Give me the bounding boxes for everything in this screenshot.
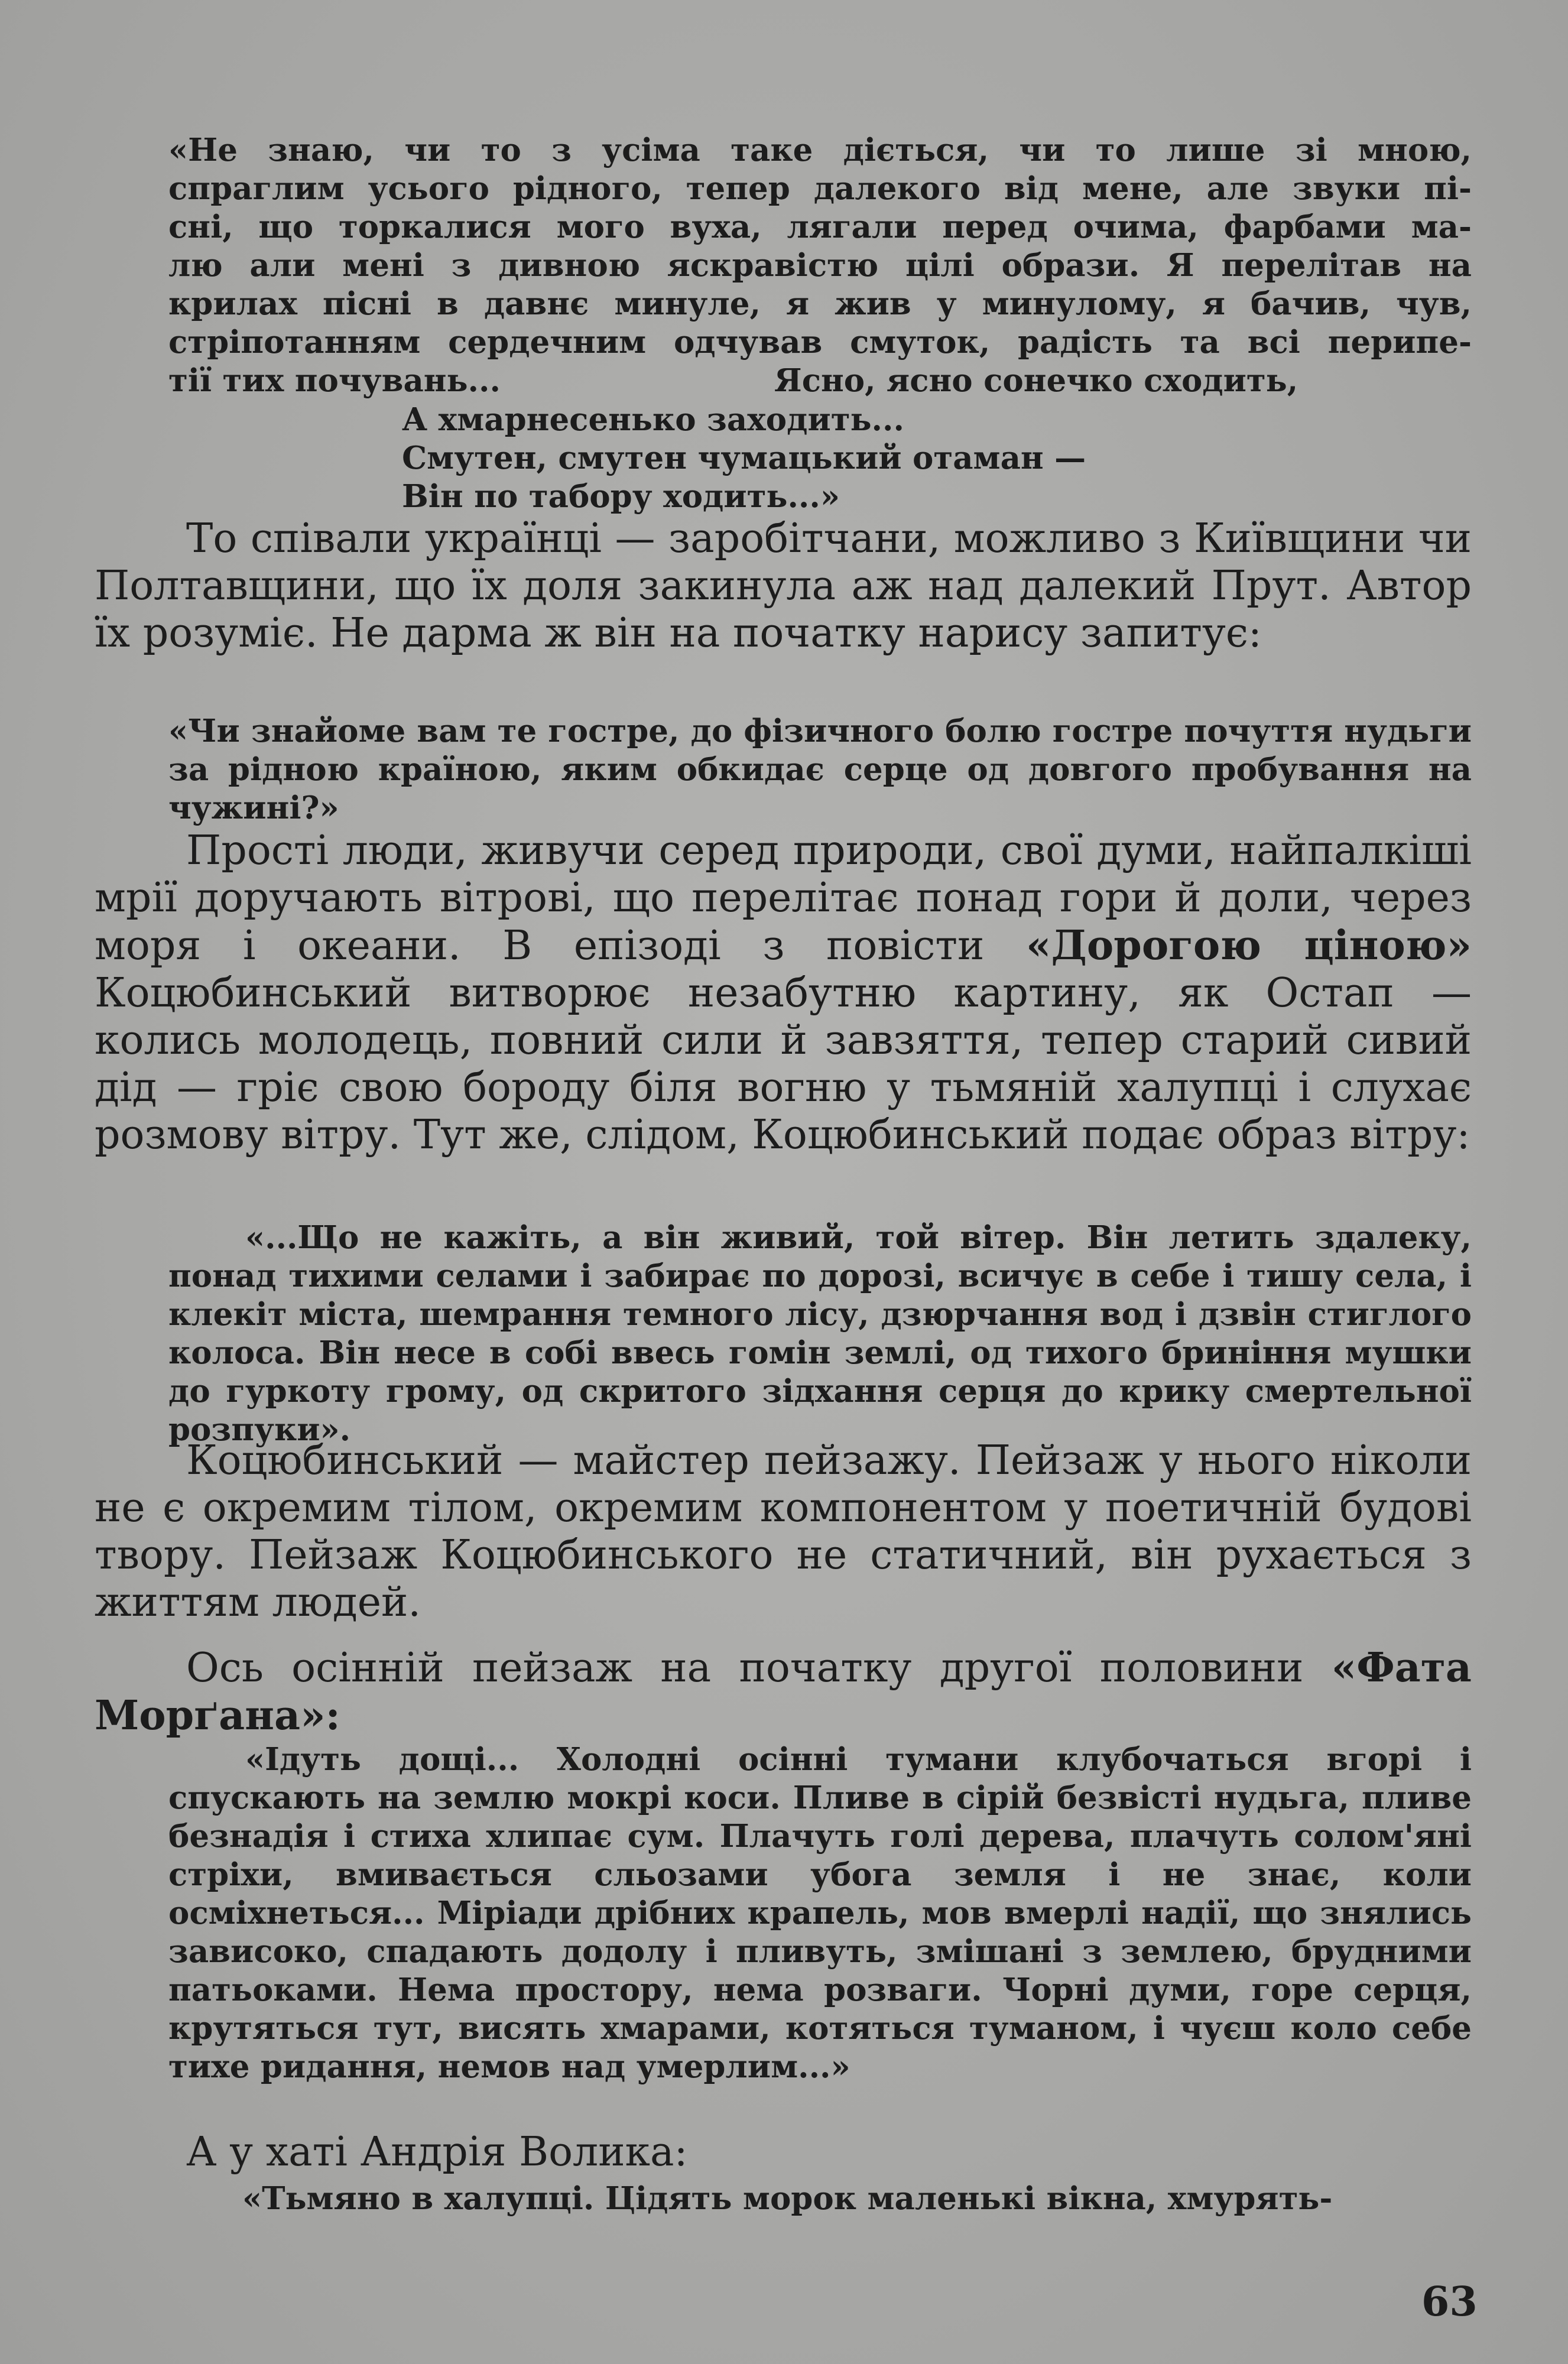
verse-line: Він по табору ходить...»	[402, 478, 840, 515]
paragraph-3: Коцюбинський — майстер пейзажу. Пейзаж у нього ніколи не є окремим тілом, окремим компонентом у поетичній будові твору. Пейзаж Коцюбинського не статичний, він рухається з життям людей.	[95, 1437, 1472, 1626]
verse-line: А хмарнесенько заходить...	[402, 401, 904, 438]
paragraph-text: Ось осінній пейзаж на початку другої половини	[186, 1645, 1332, 1691]
quote-line: тії тих почувань...	[168, 362, 501, 399]
paragraph-2	[95, 827, 1472, 1159]
quote-hut: «Тьмяно в халупці. Цідять морок маленькі вікна, хмурять-	[242, 2180, 1333, 2217]
song-verse	[402, 401, 1229, 516]
quote-autumn: «Ідуть дощі... Холодні осінні тумани клубочаться вгорі і спускають на землю мокрі коси. Пливе в сірій безвісті нудьга, пливе безнадія і стиха хлипає сум. Плачуть голі дерева, плачуть солом'яні стріхи, вмивається сльозами убога земля і не знає, коли осміхнеться... Міріади дрібних крапель, мов вмерлі надії, що знялись зависоко, спадають додолу і пливуть, змішані з землею, брудними патьоками. Нема простору, нема розваги. Чорні думи, горе серця, крутяться тут, висять хмарами, котяться туманом, і чуєш коло себе тихе ридання, немов над умерлим...»	[168, 1741, 1472, 2085]
page-number: 63	[1421, 2278, 1478, 2326]
quote-line-with-verse	[168, 362, 1472, 400]
quote-line: спраглим усього рідного, тепер далекого від мене, але звуки пі-	[168, 170, 1472, 207]
verse-line: Смутен, смутен чумацький отаман —	[402, 440, 1086, 476]
quote-line: «Не знаю, чи то з усіма таке діється, чи то лише зі мною,	[168, 132, 1472, 168]
paragraph-1: То співали українці — заробітчани, можливо з Київщини чи Полтавщини, що їх доля закинула аж над далекий Прут. Автор їх розуміє. Не дарма ж він на початку нарису запитує:	[95, 515, 1472, 657]
paragraph-text: Коцюбинський витворює незабутню картину, як Остап — колись молодець, повний сили й завзяття, тепер старий сивий дід — гріє свою бороду біля вогню у тьмяній халупці і слухає розмову вітру. Тут же, слідом, Коцюбинський подає образ вітру:	[95, 970, 1472, 1158]
quote-question: «Чи знайоме вам те гостре, до фізичного болю гостре почуття нудьги за рідною країною, яким обкидає серце од довгого пробування на чужині?»	[168, 713, 1472, 826]
quote-wind: «...Що не кажіть, а він живий, той вітер. Він летить здалеку, понад тихими селами і забирає по дорозі, всичує в себе і тишу села, і клекіт міста, шемрання темного лісу, дзюрчання вод і дзвін стиглого колоса. Він несе в собі ввесь гомін землі, од тихого бриніння мушки до гуркоту грому, од скритого зідхання серця до крику смертельної розпуки».	[168, 1219, 1472, 1448]
quote-line: сні, що торкалися мого вуха, лягали перед очима, фарбами ма-	[168, 209, 1472, 245]
work-title: «Дорогою ціною»	[1025, 922, 1472, 969]
paragraph-4	[95, 1644, 1472, 1740]
quote-line: крилах пісні в давнє минуле, я жив у минулому, я бачив, чув,	[168, 285, 1472, 322]
work-title: «Фата Морґана»:	[95, 1644, 1472, 1739]
paragraph-5: А у хаті Андрія Волика:	[186, 2129, 688, 2175]
quote-line: стріпотанням сердечним одчував смуток, радість та всі перипе-	[168, 324, 1472, 361]
paragraph-text: Прості люди, живучи серед природи, свої думи, найпалкіші мрії доручають вітрові, що перелітає понад гори й доли, через моря і океани. В епізоді з повісти	[95, 827, 1472, 969]
quote-line: лю али мені з дивною яскравістю цілі образи. Я перелітав на	[168, 247, 1472, 284]
verse-line: Ясно, ясно сонечко сходить,	[774, 362, 1298, 399]
quote-opening	[168, 131, 1472, 400]
